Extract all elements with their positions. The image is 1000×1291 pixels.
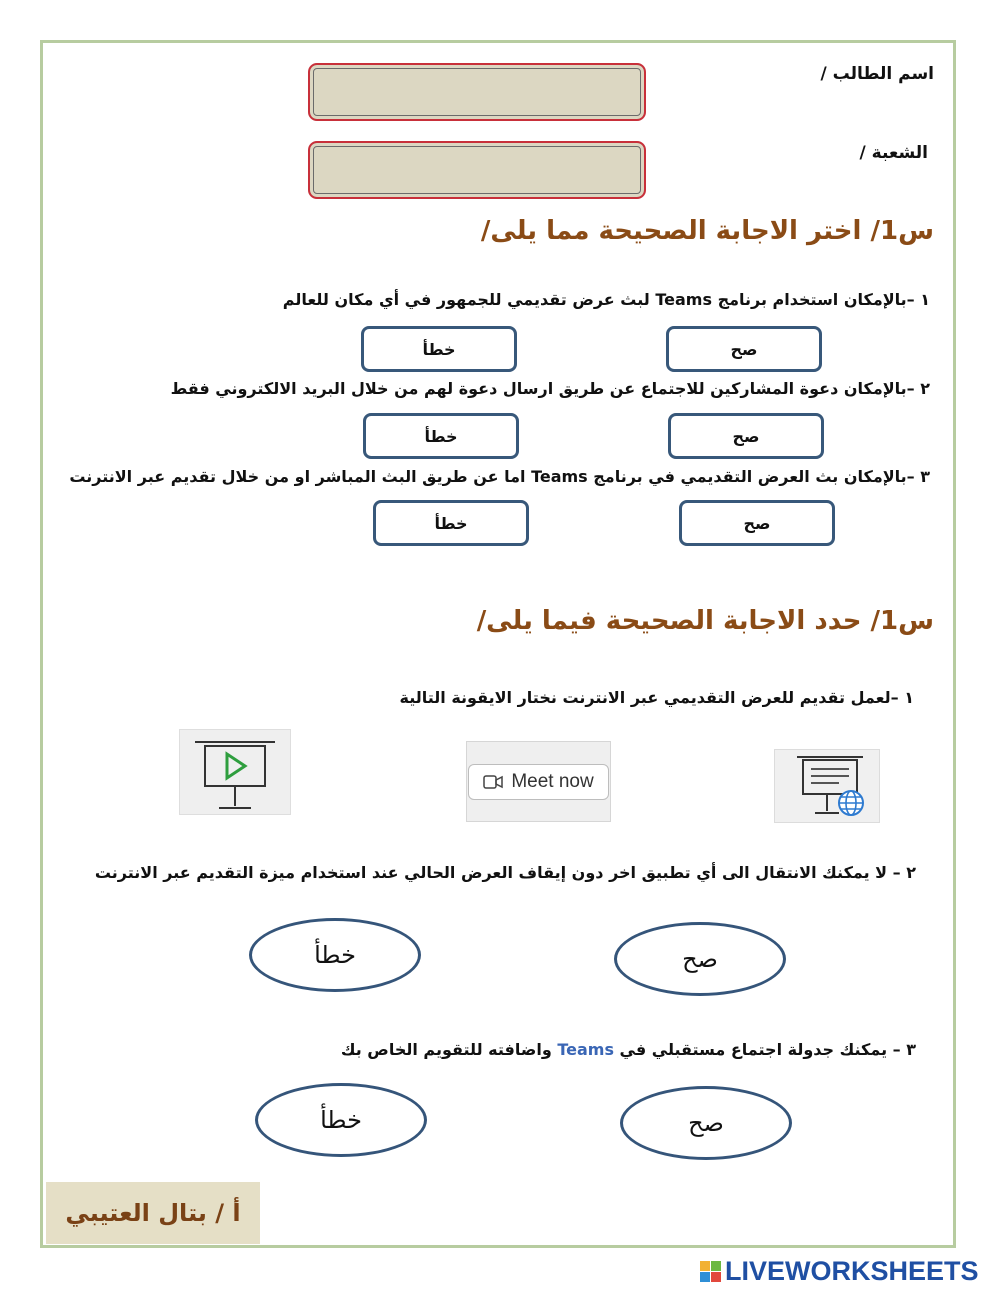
part2-question-1: ١ –لعمل تقديم للعرض التقديمي عبر الانترنت نختار الايقونة التالية [399, 688, 914, 707]
p2-q2-true-option[interactable]: صح [614, 922, 786, 996]
part1-heading: س1/ اختر الاجابة الصحيحة مما يلى/ [480, 216, 934, 246]
meet-now-option[interactable] [466, 741, 611, 822]
q1-false-option[interactable]: خطأ [361, 326, 517, 372]
part1-question-1: ١ –بالإمكان استخدام برنامج Teams لبث عرض تقديمي للجمهور في أي مكان للعالم [282, 290, 930, 309]
part2-question-3: ٣ – يمكنك جدولة اجتماع مستقبلي في Teams واضافته للتقويم الخاص بك [340, 1040, 916, 1059]
part1-question-2: ٢ –بالإمكان دعوة المشاركين للاجتماع عن طريق ارسال دعوة لهم من خلال البريد الالكتروني فقط [170, 379, 930, 398]
section-field[interactable] [308, 141, 646, 199]
present-online-icon [779, 751, 875, 821]
student-name-field[interactable] [308, 63, 646, 121]
present-play-icon-option[interactable] [179, 729, 291, 815]
video-camera-icon [483, 774, 503, 790]
p2-q2-false-option[interactable]: خطأ [249, 918, 421, 992]
part2-question-2: ٢ – لا يمكنك الانتقال الى أي تطبيق اخر دون إيقاف العرض الحالي عند استخدام ميزة التقديم عبر الانترنت [94, 863, 916, 882]
part2-heading: س1/ حدد الاجابة الصحيحة فيما يلى/ [476, 606, 934, 636]
q3-false-option[interactable]: خطأ [373, 500, 529, 546]
p2-q3-false-option[interactable]: خطأ [255, 1083, 427, 1157]
q2-true-option[interactable]: صح [668, 413, 824, 459]
logo-grid-icon [700, 1261, 721, 1282]
teams-brand-text: Teams [557, 1040, 614, 1059]
meet-now-button: Meet now [468, 764, 608, 800]
section-label: الشعبة / [859, 143, 928, 163]
q2-false-option[interactable]: خطأ [363, 413, 519, 459]
p2-q3-true-option[interactable]: صح [620, 1086, 792, 1160]
part1-question-3: ٣ –بالإمكان بث العرض التقديمي في برنامج Teams اما عن طريق البث المباشر او من خلال تقديم عبر الانترنت [69, 467, 930, 486]
q1-true-option[interactable]: صح [666, 326, 822, 372]
present-online-icon-option[interactable] [774, 749, 880, 823]
teacher-name: أ / بتال العتيبي [46, 1182, 260, 1244]
presentation-play-icon [187, 732, 283, 812]
student-name-label: اسم الطالب / [820, 64, 934, 84]
q3-true-option[interactable]: صح [679, 500, 835, 546]
liveworksheets-logo: LIVEWORKSHEETS [700, 1257, 979, 1285]
